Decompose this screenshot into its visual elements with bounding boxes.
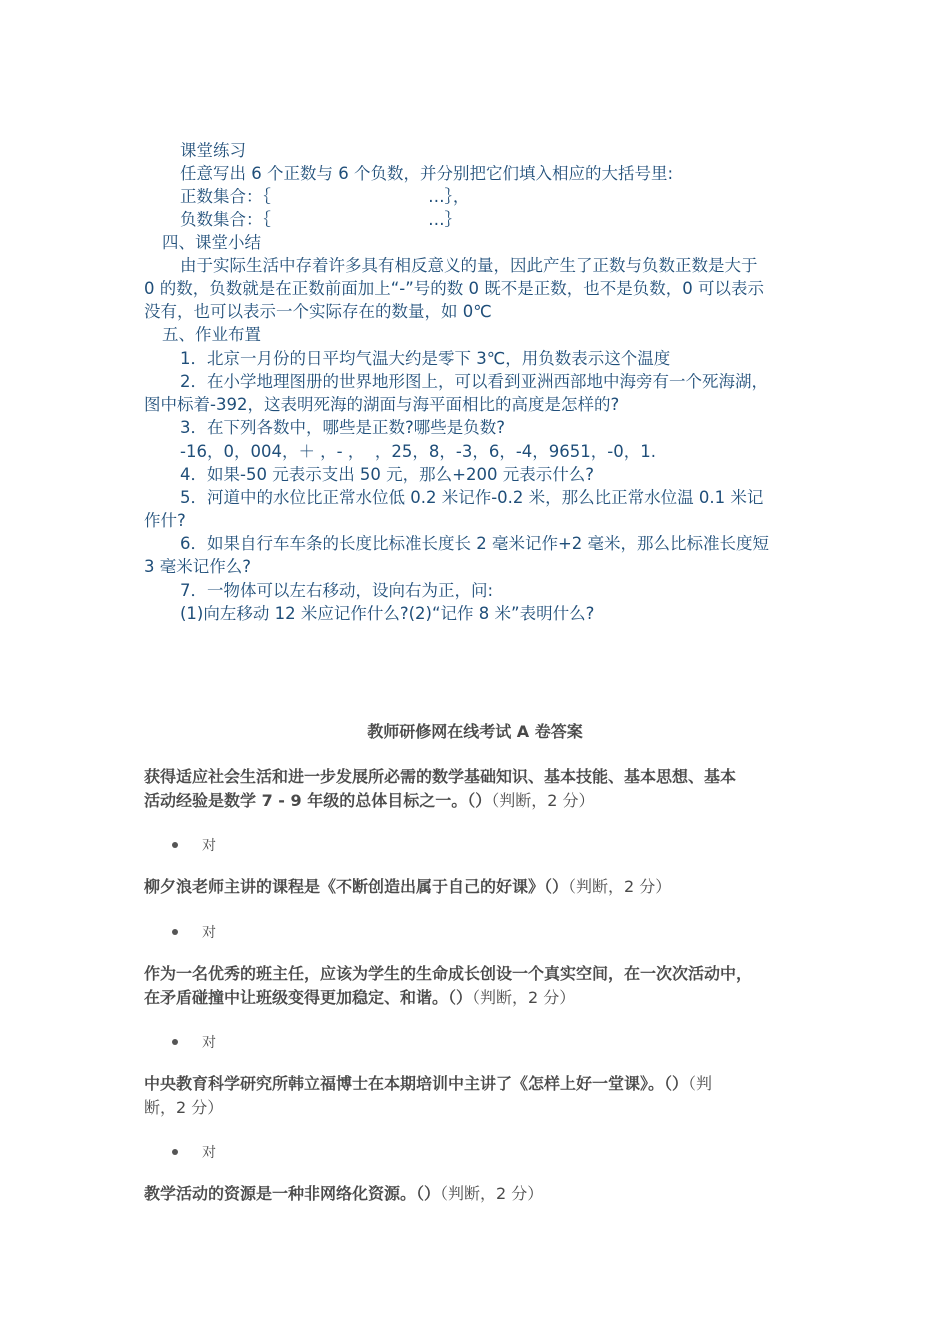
question-meta: 断，2 分） (144, 1097, 224, 1117)
summary-heading: 四、课堂小结 (162, 233, 261, 252)
answer-text: 对 (202, 925, 216, 941)
answer-item-2 (172, 922, 216, 942)
homework-item: 4．如果-50 元表示支出 50 元，那么+200 元表示什么? (180, 465, 594, 484)
question-1 (144, 765, 809, 812)
homework-item: 5．河道中的水位比正常水位低 0.2 米记作-0.2 米，那么比正常水位温 0.1 米记 (180, 488, 764, 507)
summary-paragraph-line: 由于实际生活中存着许多具有相反意义的量，因此产生了正数与负数正数是大于 (180, 256, 758, 275)
homework-item: 7．一物体可以左右移动，设向右为正，问: (180, 581, 494, 600)
positive-set-line: 正数集合：｛ …｝， (180, 187, 470, 206)
question-stem: 作为一名优秀的班主任，应该为学生的生命成长创设一个真实空间，在一次次活动中， (144, 964, 753, 983)
practice-heading: 课堂练习 (180, 141, 246, 160)
question-stem: 中央教育科学研究所韩立福博士在本期培训中主讲了《怎样上好一堂课》。（） (144, 1074, 689, 1093)
practice-instruction: 任意写出 6 个正数与 6 个负数，并分别把它们填入相应的大括号里: (180, 164, 674, 183)
homework-item: 2．在小学地理图册的世界地形图上，可以看到亚洲西部地中海旁有一个死海湖， (180, 372, 768, 391)
number-list: -16，0，004，＋ ，- ， ，25，8，-3，6，-4，9651，-0，1. (180, 442, 656, 461)
summary-paragraph-line: 0 的数，负数就是在正数前面加上“-”号的数 0 既不是正数，也不是负数，0 可以表示 (144, 279, 765, 298)
bullet-icon (172, 929, 178, 935)
question-stem: 活动经验是数学 7 - 9 年级的总体目标之一。（） (144, 790, 492, 810)
question-meta: （判 (688, 1074, 713, 1093)
question-stem: 柳夕浪老师主讲的课程是《不断创造出属于自己的好课》（） (144, 877, 569, 896)
question-stem: 获得适应社会生活和进一步发展所必需的数学基础知识、基本技能、基本思想、基本 (144, 767, 737, 786)
question-stem: 教学活动的资源是一种非网络化资源。（） (144, 1184, 441, 1203)
homework-item-continued: 作什? (144, 511, 186, 530)
question-meta: （判断，2 分） (472, 987, 576, 1007)
bullet-icon (172, 1039, 178, 1045)
answer-text: 对 (202, 1145, 216, 1161)
answer-text: 对 (202, 1035, 216, 1051)
question-2 (144, 875, 809, 899)
question-meta: （判断，2 分） (491, 790, 595, 810)
answer-item-3 (172, 1032, 216, 1052)
homework-item: 3．在下列各数中，哪些是正数?哪些是负数? (180, 418, 506, 437)
question-5 (144, 1182, 809, 1206)
homework-item: 1．北京一月份的日平均气温大约是零下 3℃，用负数表示这个温度 (180, 349, 671, 368)
homework-item: 6．如果自行车车条的长度比标准长度长 2 毫米记作+2 毫米，那么比标准长度短 (180, 534, 770, 553)
homework-item-continued: 图中标着-392，这表明死海的湖面与海平面相比的高度是怎样的? (144, 395, 620, 414)
answer-item-1 (172, 835, 216, 855)
homework-heading: 五、作业布置 (162, 325, 261, 344)
question-meta: （判断，2 分） (440, 1184, 544, 1203)
question-meta: （判断，2 分） (568, 877, 672, 896)
homework-item-continued: 3 毫米记作么? (144, 557, 252, 576)
bullet-icon (172, 1149, 178, 1155)
answer-text: 对 (202, 838, 216, 854)
negative-set-line: 负数集合：｛ …｝ (180, 210, 462, 229)
question-4 (144, 1072, 809, 1119)
question-3 (144, 962, 809, 1009)
homework-subquestions: (1)向左移动 12 米应记作什么?(2)“记作 8 米”表明什么? (180, 604, 595, 623)
summary-paragraph-line: 没有，也可以表示一个实际存在的数量，如 0℃ (144, 302, 492, 321)
answer-item-4 (172, 1142, 216, 1162)
question-stem: 在矛盾碰撞中让班级变得更加稳定、和谐。（） (144, 987, 473, 1007)
exam-title: 教师研修网在线考试 A 卷答案 (367, 722, 583, 741)
bullet-icon (172, 842, 178, 848)
